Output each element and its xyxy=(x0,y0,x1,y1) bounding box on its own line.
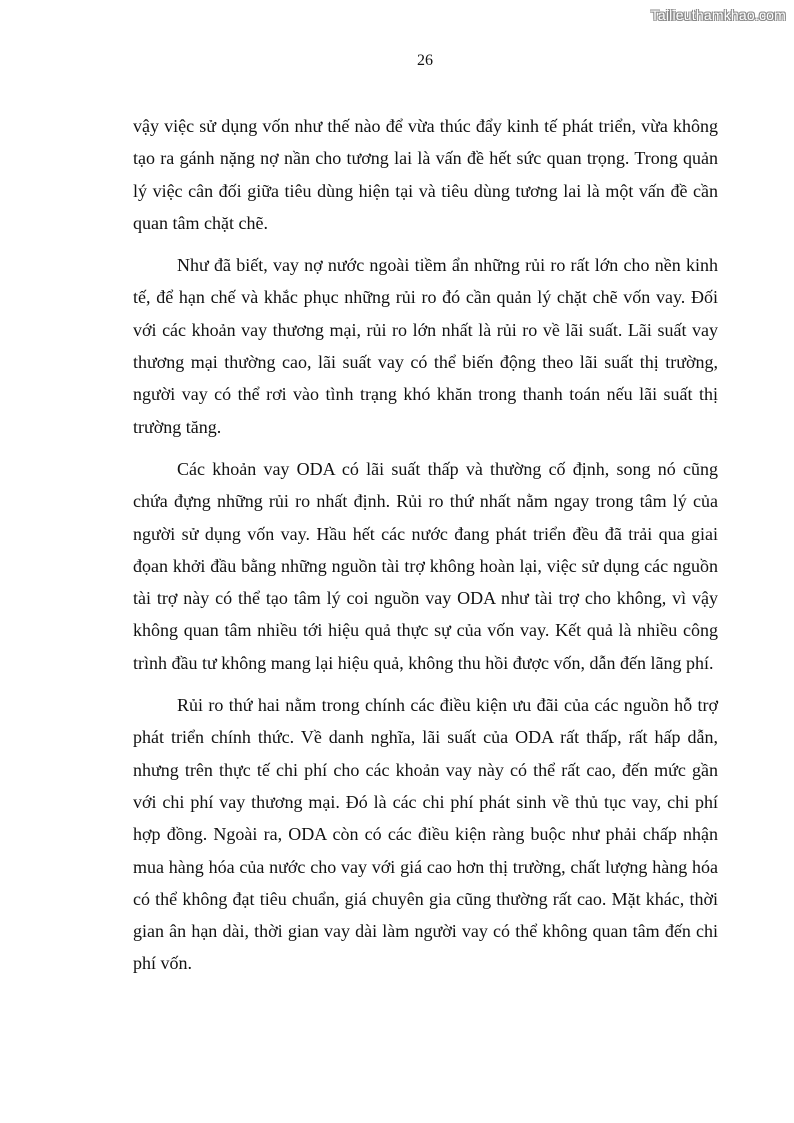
page-number: 26 xyxy=(417,52,433,69)
paragraph-4: Rủi ro thứ hai nằm trong chính các điều kiện ưu đãi của các nguồn hỗ trợ phát triển chính thức. Về danh nghĩa, lãi suất của ODA rất thấp, rất hấp dẫn, nhưng trên thực tế chi phí cho các khoản vay này có thể rất cao, đến mức gần với chi phí vay thương mại. Đó là các chi phí phát sinh về thủ tục vay, chi phí hợp đồng. Ngoài ra, ODA còn có các điều kiện ràng buộc như phải chấp nhận mua hàng hóa của nước cho vay với giá cao hơn thị trường, chất lượng hàng hóa có thể không đạt tiêu chuẩn, giá chuyên gia cũng thường rất cao. Mặt khác, thời gian ân hạn dài, thời gian vay dài làm người vay có thể không quan tâm đến chi phí vốn. xyxy=(133,695,718,974)
document-body xyxy=(133,110,718,990)
paragraph-2: Như đã biết, vay nợ nước ngoài tiềm ẩn những rủi ro rất lớn cho nền kinh tế, để hạn chế và khắc phục những rủi ro đó cần quản lý chặt chẽ vốn vay. Đối với các khoản vay thương mại, rủi ro lớn nhất là rủi ro về lãi suất. Lãi suất vay thương mại thường cao, lãi suất vay có thể biến động theo lãi suất thị trường, người vay có thể rơi vào tình trạng khó khăn trong thanh toán nếu lãi suất thị trường tăng. xyxy=(133,255,718,437)
watermark: Tailieuthamkhao.com xyxy=(650,7,786,23)
paragraph-1: vậy việc sử dụng vốn như thế nào để vừa thúc đẩy kinh tế phát triển, vừa không tạo ra gánh nặng nợ nần cho tương lai là vấn đề hết sức quan trọng. Trong quản lý việc cân đối giữa tiêu dùng hiện tại và tiêu dùng tương lai là một vấn đề cần quan tâm chặt chẽ. xyxy=(133,116,718,233)
paragraph-3: Các khoản vay ODA có lãi suất thấp và thường cố định, song nó cũng chứa đựng những rủi ro nhất định. Rủi ro thứ nhất nằm ngay trong tâm lý của người sử dụng vốn vay. Hầu hết các nước đang phát triển đều đã trải qua giai đọan khởi đầu bằng những nguồn tài trợ không hoàn lại, việc sử dụng các nguồn tài trợ này có thể tạo tâm lý coi nguồn vay ODA như tài trợ cho không, vì vậy không quan tâm nhiều tới hiệu quả thực sự của vốn vay. Kết quả là nhiều công trình đầu tư không mang lại hiệu quả, không thu hồi được vốn, dẫn đến lãng phí. xyxy=(133,458,718,673)
